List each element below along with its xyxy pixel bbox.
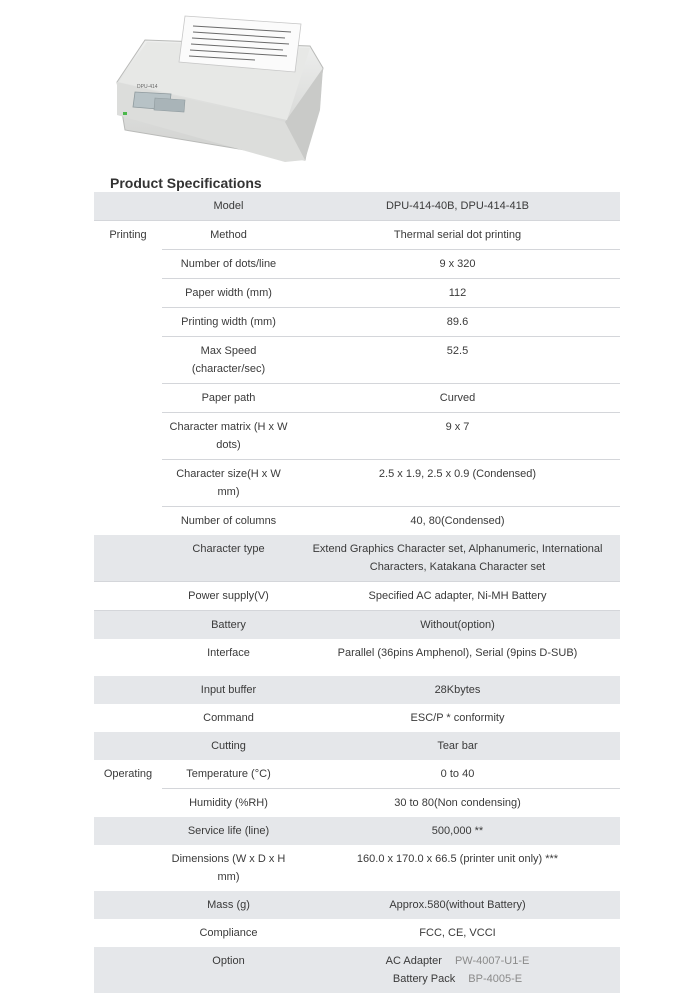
table-row (94, 192, 620, 221)
spec-value: 9 x 7 (295, 413, 620, 460)
spec-label: Service life (line) (162, 817, 295, 845)
table-row (94, 221, 620, 250)
table-row (94, 535, 620, 582)
group-cell (94, 308, 162, 337)
table-row (94, 947, 620, 993)
spec-value: FCC, CE, VCCI (419, 927, 496, 939)
spec-label: Power supply(V) (162, 582, 295, 611)
group-cell (94, 817, 162, 845)
group-cell (94, 384, 162, 413)
spec-label: Paper path (162, 384, 295, 413)
spec-value: Curved (295, 384, 620, 413)
group-cell (94, 279, 162, 308)
option-list (295, 947, 620, 993)
group-cell (94, 704, 162, 732)
spec-value: Extend Graphics Character set, Alphanumeric, International Characters, Katakana Character set (295, 535, 620, 582)
spec-value: Without(option) (295, 611, 620, 640)
table-row (94, 639, 620, 676)
group-cell (94, 337, 162, 384)
spec-label: Character size(H x W mm) (162, 460, 295, 507)
table-row (94, 732, 620, 760)
spec-label: Temperature (°C) (162, 760, 295, 789)
group-cell (94, 611, 162, 640)
spec-value: Approx.580(without Battery) (295, 891, 620, 919)
spec-value: 89.6 (295, 308, 620, 337)
spec-label: Command (203, 712, 254, 724)
option-name: AC Adapter (385, 955, 442, 967)
group-cell (94, 250, 162, 279)
spec-value: 500,000 ** (295, 817, 620, 845)
table-row (94, 507, 620, 536)
group-cell (94, 460, 162, 507)
spec-label: Interface (207, 647, 250, 659)
spec-label: Compliance (199, 927, 258, 939)
spec-label: Humidity (%RH) (189, 797, 268, 809)
table-row (94, 919, 620, 947)
group-cell (94, 891, 162, 919)
spec-label: Cutting (162, 732, 295, 760)
spec-label: Paper width (mm) (162, 279, 295, 308)
table-row (94, 460, 620, 507)
spec-label: Input buffer (162, 676, 295, 704)
group-cell (94, 413, 162, 460)
table-row (94, 891, 620, 919)
group-cell (94, 947, 162, 993)
spec-label: Max Speed (character/sec) (162, 337, 295, 384)
option-item (299, 952, 616, 970)
spec-value: 28Kbytes (295, 676, 620, 704)
group-cell (94, 789, 162, 818)
group-cell (94, 676, 162, 704)
spec-value: 160.0 x 170.0 x 66.5 (printer unit only) *** (356, 853, 559, 865)
option-item (299, 970, 616, 988)
table-row (94, 611, 620, 640)
spec-value: 52.5 (295, 337, 620, 384)
spec-label: Character matrix (H x W dots) (162, 413, 295, 460)
svg-text:DPU-414: DPU-414 (137, 84, 158, 90)
table-row (94, 413, 620, 460)
group-cell (94, 732, 162, 760)
table-row (94, 676, 620, 704)
spec-label: Number of columns (180, 515, 277, 527)
spec-label: Dimensions (W x D x H mm) (171, 853, 286, 883)
spec-label: Character type (162, 535, 295, 582)
spec-value: 2.5 x 1.9, 2.5 x 0.9 (Condensed) (295, 460, 620, 507)
spec-label: Model (162, 192, 295, 221)
table-row (94, 279, 620, 308)
printer-image (105, 10, 330, 170)
spec-label: Mass (g) (162, 891, 295, 919)
option-code: PW-4007-U1-E (454, 955, 530, 967)
spec-label: Method (162, 221, 295, 250)
group-cell: Printing (109, 229, 147, 241)
spec-value: Thermal serial dot printing (295, 221, 620, 250)
group-cell (94, 192, 162, 221)
table-row (94, 582, 620, 611)
option-code: BP-4005-E (468, 973, 523, 985)
spec-label: Battery (162, 611, 295, 640)
table-row (94, 337, 620, 384)
spec-value: 30 to 80(Non condensing) (394, 797, 521, 809)
spec-value: Parallel (36pins Amphenol), Serial (9pins D-SUB) (337, 647, 578, 659)
spec-value: 9 x 320 (295, 250, 620, 279)
option-name: Battery Pack (392, 973, 456, 985)
table-row (94, 308, 620, 337)
group-cell (94, 639, 162, 676)
group-cell: Operating (103, 768, 153, 780)
group-cell (94, 535, 162, 582)
table-row (94, 384, 620, 413)
spec-value: 112 (295, 279, 620, 308)
group-cell (94, 845, 162, 891)
table-row (94, 704, 620, 732)
footer-crop (318, 866, 618, 876)
spec-label: Number of dots/line (162, 250, 295, 279)
spec-value: 40, 80(Condensed) (410, 515, 505, 527)
page-title: Product Specifications (110, 175, 262, 191)
group-cell (94, 507, 162, 536)
spec-value: Specified AC adapter, Ni-MH Battery (295, 582, 620, 611)
spec-value: DPU-414-40B, DPU-414-41B (295, 192, 620, 221)
spec-value: ESC/P * conformity (410, 712, 505, 724)
spec-label: Option (162, 947, 295, 993)
spec-value: 0 to 40 (295, 760, 620, 789)
group-cell (94, 582, 162, 611)
table-row (94, 250, 620, 279)
table-row (94, 817, 620, 845)
spec-label: Printing width (mm) (162, 308, 295, 337)
spec-value: Tear bar (295, 732, 620, 760)
table-row (94, 760, 620, 789)
table-row (94, 789, 620, 818)
group-cell (94, 919, 162, 947)
